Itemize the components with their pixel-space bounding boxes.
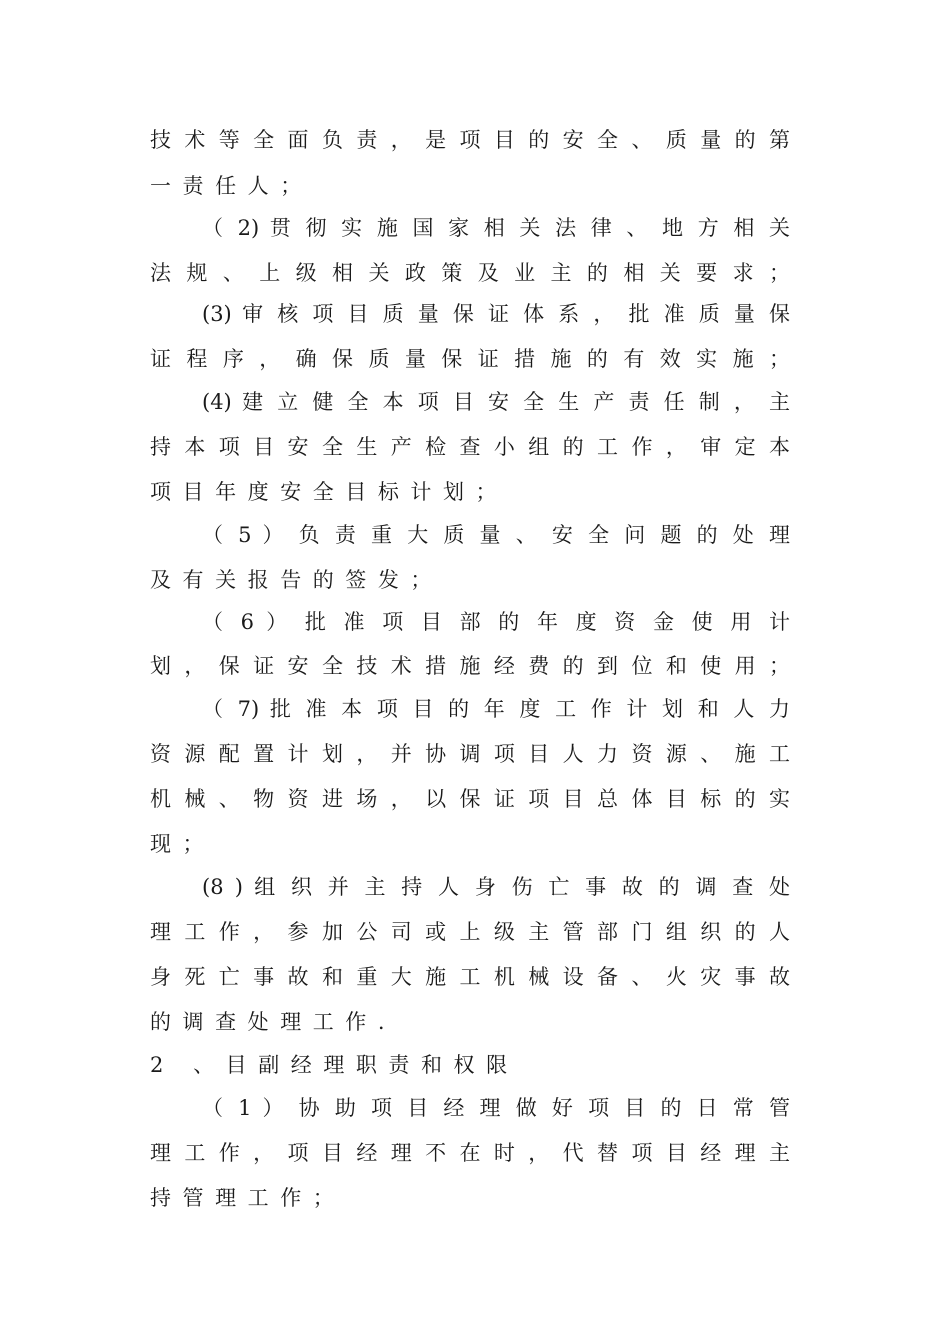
text-line: 及有关报告的签发； — [150, 568, 443, 592]
text-line: 现； — [150, 832, 216, 856]
text-line: 持管理工作； — [150, 1186, 346, 1210]
text-line: （ 2) 贯 彻 实 施 国 家 相 关 法 律 、 地 方 相 关 — [202, 216, 790, 240]
text-line: 划 ， 保 证 安 全 技 术 措 施 经 费 的 到 位 和 使 用 ； — [150, 654, 790, 678]
text-line: 的调查处理工作. — [150, 1010, 397, 1034]
text-line: 持 本 项 目 安 全 生 产 检 查 小 组 的 工 作 ， 审 定 本 — [150, 435, 790, 459]
text-line: (4) 建 立 健 全 本 项 目 安 全 生 产 责 任 制 ， 主 — [202, 390, 790, 414]
section-heading: 2 、目副经理职责和权限 — [150, 1053, 519, 1077]
text-line: 机 械 、 物 资 进 场 ， 以 保 证 项 目 总 体 目 标 的 实 — [150, 787, 790, 811]
text-line: (3) 审 核 项 目 质 量 保 证 体 系 ， 批 准 质 量 保 — [202, 302, 790, 326]
text-line: 技 术 等 全 面 负 责 ， 是 项 目 的 安 全 、 质 量 的 第 — [150, 128, 790, 152]
text-line: (8 ) 组 织 并 主 持 人 身 伤 亡 事 故 的 调 查 处 — [202, 875, 790, 899]
text-line: 理 工 作 ， 项 目 经 理 不 在 时 ， 代 替 项 目 经 理 主 — [150, 1141, 790, 1165]
text-line: 理 工 作 ， 参 加 公 司 或 上 级 主 管 部 门 组 织 的 人 — [150, 920, 790, 944]
text-line: （ 1 ） 协 助 项 目 经 理 做 好 项 目 的 日 常 管 — [202, 1096, 790, 1120]
text-line: （ 6 ） 批 准 项 目 部 的 年 度 资 金 使 用 计 — [202, 610, 790, 634]
text-line: 项目年度安全目标计划； — [150, 480, 509, 504]
text-line: 身 死 亡 事 故 和 重 大 施 工 机 械 设 备 、 火 灾 事 故 — [150, 965, 790, 989]
text-line: （ 7) 批 准 本 项 目 的 年 度 工 作 计 划 和 人 力 — [202, 697, 790, 721]
text-line: 法 规 、 上 级 相 关 政 策 及 业 主 的 相 关 要 求 ； — [150, 261, 790, 285]
text-line: 一责任人； — [150, 174, 313, 198]
text-line: 资 源 配 置 计 划 ， 并 协 调 项 目 人 力 资 源 、 施 工 — [150, 742, 790, 766]
text-line: （ 5 ） 负 责 重 大 质 量 、 安 全 问 题 的 处 理 — [202, 523, 790, 547]
text-line: 证 程 序 ， 确 保 质 量 保 证 措 施 的 有 效 实 施 ； — [150, 347, 790, 371]
